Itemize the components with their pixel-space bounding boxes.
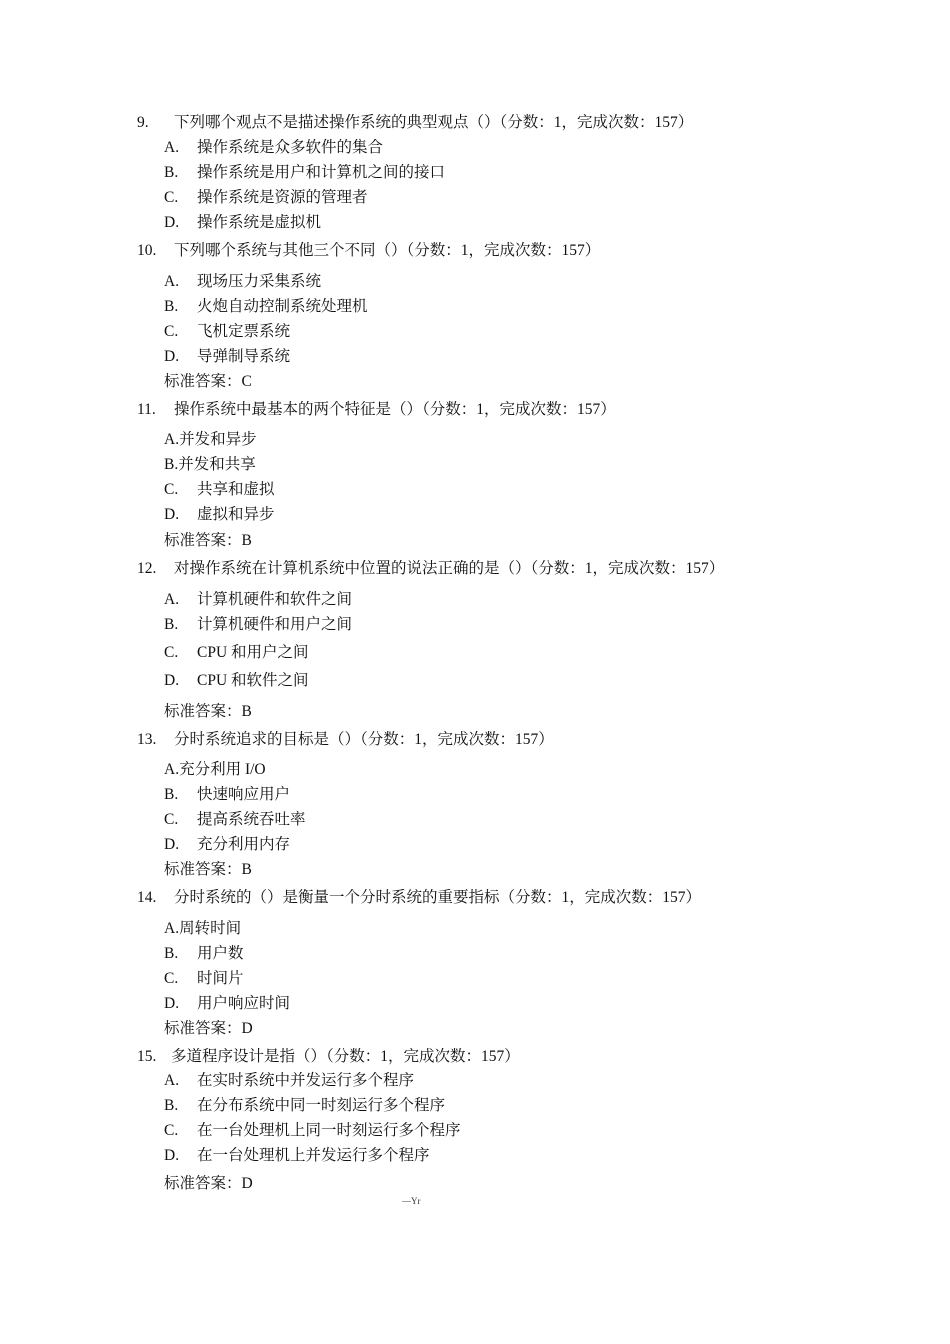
option-text: 操作系统是虚拟机 (197, 214, 322, 231)
option-letter: B. (164, 786, 179, 803)
option-letter: A. (164, 273, 180, 290)
option-text: A.充分利用 I/O (164, 761, 266, 778)
option-letter: C. (164, 189, 179, 206)
option-text: 操作系统是用户和计算机之间的接口 (197, 164, 446, 181)
option-text: B.并发和共享 (164, 456, 256, 473)
option-text: 操作系统是资源的管理者 (197, 189, 368, 206)
question-number: 9. (137, 114, 149, 131)
option-letter: D. (164, 995, 180, 1012)
option-letter: C. (164, 970, 179, 987)
answer-text: 标准答案：D (164, 1020, 253, 1037)
option-letter: D. (164, 836, 180, 853)
option-letter: D. (164, 506, 180, 523)
question-text: 对操作系统在计算机系统中位置的说法正确的是（）（分数：1，完成次数：157） (174, 560, 725, 577)
option-text: 计算机硬件和用户之间 (197, 616, 353, 633)
option-text: 在一台处理机上同一时刻运行多个程序 (197, 1122, 461, 1139)
answer-text: 标准答案：D (164, 1175, 253, 1192)
question-number: 13. (137, 731, 157, 748)
option-text: A.并发和异步 (164, 431, 257, 448)
option-letter: D. (164, 214, 180, 231)
question-number: 15. (137, 1048, 157, 1065)
option-letter: A. (164, 139, 180, 156)
option-letter: B. (164, 298, 179, 315)
option-text: 飞机定票系统 (197, 323, 291, 340)
option-text: 快速响应用户 (197, 786, 291, 803)
option-letter: C. (164, 811, 179, 828)
option-text: 操作系统是众多软件的集合 (197, 139, 384, 156)
answer-text: 标准答案：B (164, 703, 252, 720)
option-letter: B. (164, 616, 179, 633)
question-text: 分时系统的（）是衡量一个分时系统的重要指标（分数：1，完成次数：157） (174, 889, 702, 906)
option-letter: A. (164, 591, 180, 608)
option-text: 时间片 (197, 970, 244, 987)
option-text: A.周转时间 (164, 920, 242, 937)
question-number: 11. (137, 401, 156, 418)
option-text: 充分利用内存 (197, 836, 291, 853)
option-letter: B. (164, 1097, 179, 1114)
answer-text: 标准答案：C (164, 373, 252, 390)
option-letter: C. (164, 1122, 179, 1139)
question-number: 10. (137, 242, 157, 259)
option-text: 在一台处理机上并发运行多个程序 (197, 1147, 430, 1164)
page-footer-mark: —Yr (402, 1196, 421, 1206)
option-text: CPU 和用户之间 (197, 644, 309, 661)
option-text: 用户数 (197, 945, 244, 962)
question-text: 分时系统追求的目标是（）（分数：1，完成次数：157） (174, 731, 554, 748)
option-letter: B. (164, 945, 179, 962)
question-number: 12. (137, 560, 157, 577)
option-text: 虚拟和异步 (197, 506, 275, 523)
option-letter: C. (164, 644, 179, 661)
option-text: 用户响应时间 (197, 995, 291, 1012)
question-text: 操作系统中最基本的两个特征是（）（分数：1，完成次数：157） (174, 401, 616, 418)
option-letter: C. (164, 481, 179, 498)
option-letter: D. (164, 1147, 180, 1164)
option-text: CPU 和软件之间 (197, 672, 309, 689)
answer-text: 标准答案：B (164, 532, 252, 549)
option-text: 在实时系统中并发运行多个程序 (197, 1072, 415, 1089)
option-text: 在分布系统中同一时刻运行多个程序 (197, 1097, 446, 1114)
question-text: 下列哪个系统与其他三个不同（）（分数：1，完成次数：157） (174, 242, 601, 259)
option-text: 提高系统吞吐率 (197, 811, 306, 828)
option-letter: C. (164, 323, 179, 340)
option-letter: D. (164, 672, 180, 689)
option-text: 现场压力采集系统 (197, 273, 322, 290)
option-letter: B. (164, 164, 179, 181)
question-text: 下列哪个观点不是描述操作系统的典型观点（）（分数：1，完成次数：157） (174, 114, 694, 131)
option-letter: D. (164, 348, 180, 365)
option-text: 导弹制导系统 (197, 348, 291, 365)
option-text: 共享和虚拟 (197, 481, 275, 498)
option-letter: A. (164, 1072, 180, 1089)
question-number: 14. (137, 889, 157, 906)
answer-text: 标准答案：B (164, 861, 252, 878)
question-text: 多道程序设计是指（）（分数：1，完成次数：157） (171, 1048, 520, 1065)
option-text: 火炮自动控制系统处理机 (197, 298, 368, 315)
option-text: 计算机硬件和软件之间 (197, 591, 353, 608)
